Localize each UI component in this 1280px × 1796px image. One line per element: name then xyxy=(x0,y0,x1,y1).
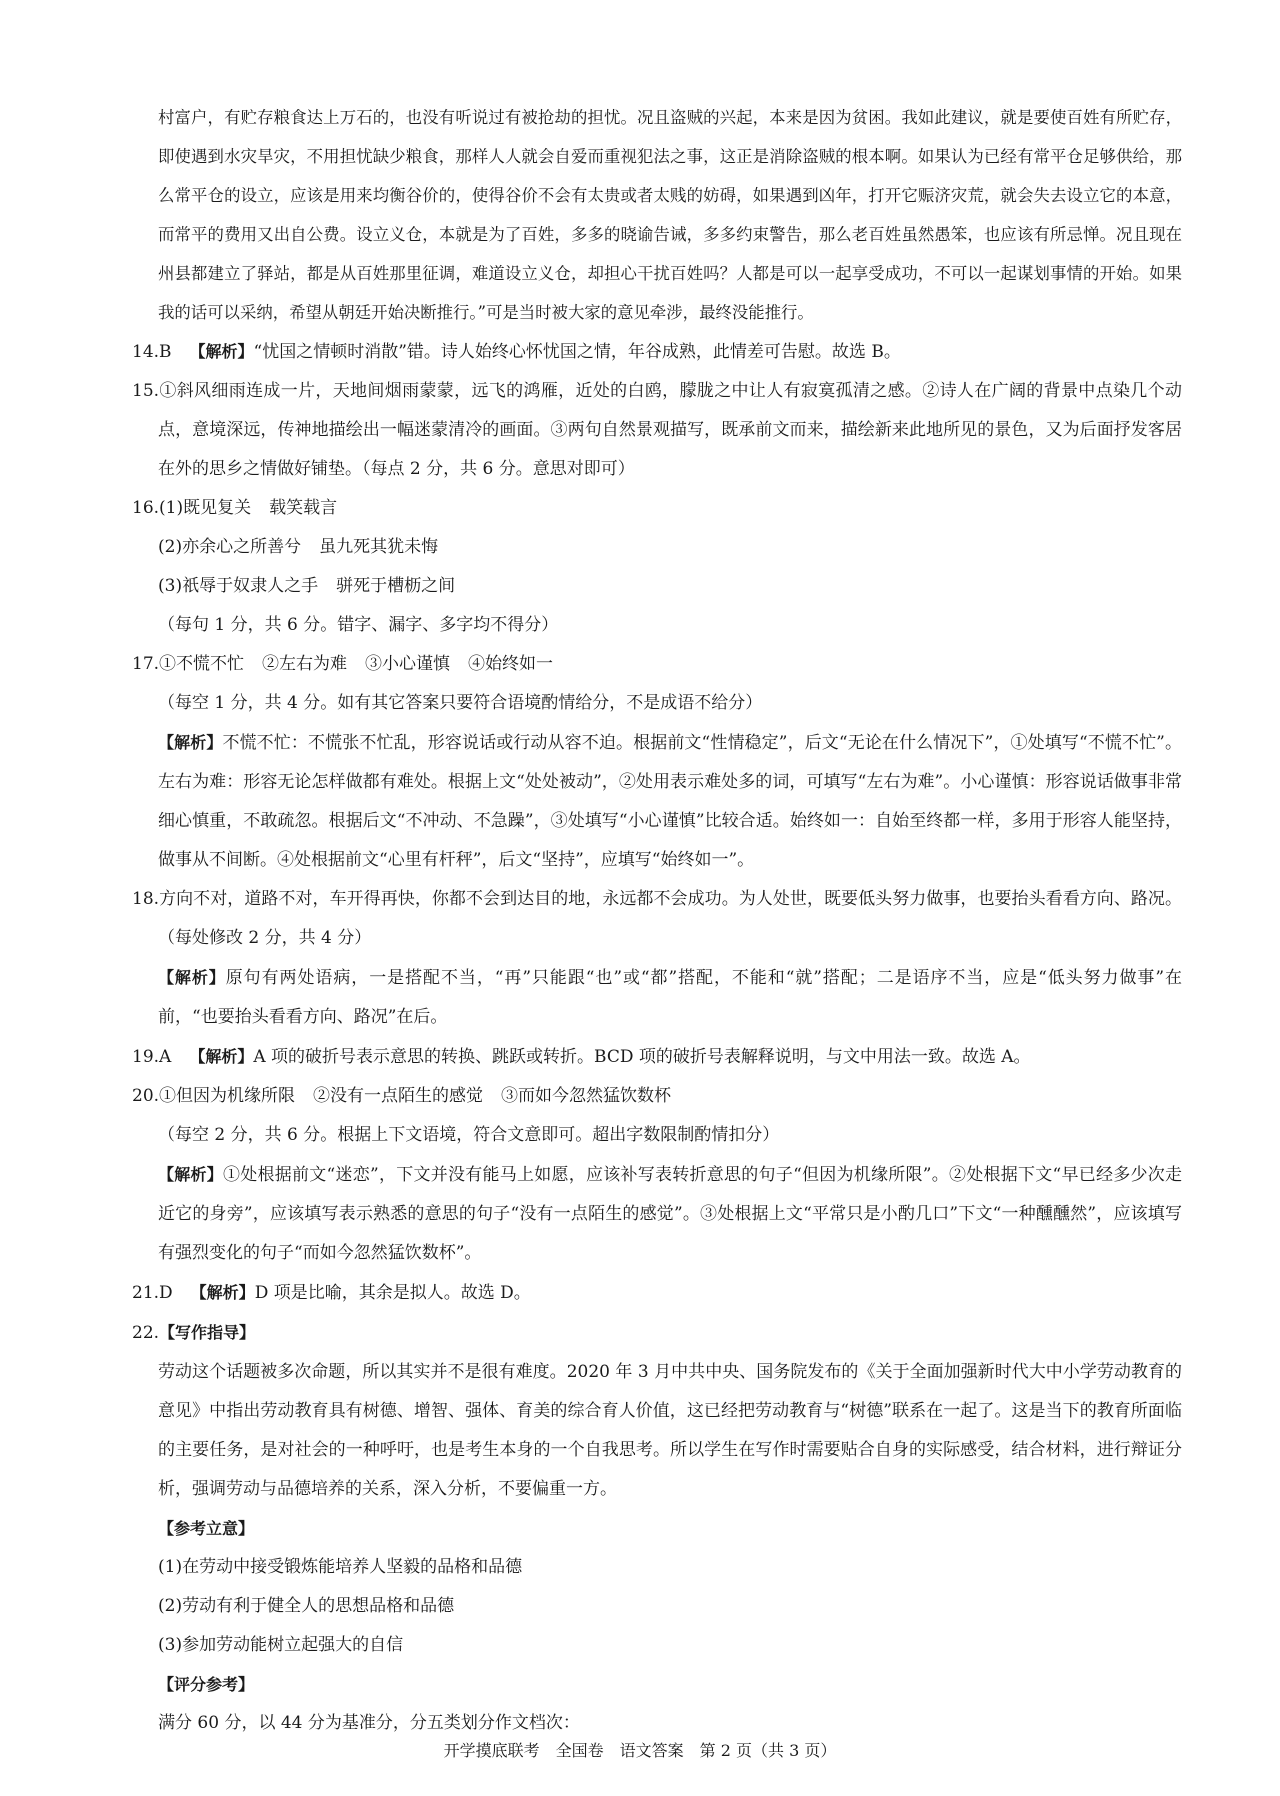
analysis-tag: 【解析】 xyxy=(189,342,254,361)
writing-guide-tag: 【写作指导】 xyxy=(159,1323,256,1342)
answer-16-line xyxy=(132,528,1182,567)
question-number: 21.D xyxy=(132,1283,173,1303)
answer-line-b: 骈死于槽枥之间 xyxy=(336,576,456,596)
analysis-tag: 【解析】 xyxy=(189,1047,254,1066)
answer-blank: ③而如今忽然猛饮数杯 xyxy=(501,1086,672,1106)
reference-idea-item: (2)劳动有利于健全人的思想品格和品德 xyxy=(158,1596,455,1616)
answer-21 xyxy=(132,1273,1182,1313)
answer-17-header xyxy=(132,645,1182,684)
question-number: 17. xyxy=(132,654,160,674)
answer-blank: ①但因为机缘所限 xyxy=(159,1086,296,1106)
answer-22-header xyxy=(132,1313,1182,1353)
translation-paragraph: 村富户，有贮存粮食达上万石的，也没有听说过有被抢劫的担忧。况且盗贼的兴起，本来是因为贫困。我如此建议，就是要使百姓有所贮存，即使遇到水灾旱灾，不用担忧缺少粮食，那样人人就会自爱而重视犯法之事，这正是消除盗贼的根本啊。如果认为已经有常平仓足够供给，那么常平仓的设立，应该是用来均衡谷价的，使得谷价不会有太贵或者太贱的妨碍，如果遇到凶年，打开它赈济灾荒，就会失去设立它的本意，而常平的费用又出自公费。设立义仓，本就是为了百姓，多多的晓谕告诫，多多约束警告，那么老百姓虽然愚笨，也应该有所忌惮。况且现在州县都建立了驿站，都是从百姓那里征调，难道设立义仓，却担心干扰百姓吗？人都是可以一起享受成功，不可以一起谋划事情的开始。如果我的话可以采纳，希望从朝廷开始决断推行。”可是当时被大家的意见牵涉，最终没能推行。 xyxy=(158,108,1182,322)
analysis-text: “忧国之情顿时消散”错。诗人始终心怀忧国之情，年谷成熟，此情差可告慰。故选 B。 xyxy=(253,342,901,362)
answer-line-a: (2)亦余心之所善兮 xyxy=(158,537,302,557)
answer-19 xyxy=(132,1037,1182,1077)
answer-16-line xyxy=(132,567,1182,606)
answer-17-analysis xyxy=(132,723,1182,880)
answer-content xyxy=(132,98,1182,1743)
answer-16-note: （每句 1 分，共 6 分。错字、漏字、多字均不得分） xyxy=(158,615,559,635)
answer-20-note: （每空 2 分，共 6 分。根据上下文语境，符合文意即可。超出字数限制酌情扣分） xyxy=(158,1125,780,1145)
answer-18-analysis xyxy=(132,958,1182,1037)
answer-14 xyxy=(132,332,1182,372)
writing-guide-text: 劳动这个话题被多次命题，所以其实并不是很有难度。2020 年 3 月中共中央、国务院发布的《关于全面加强新时代大中小学劳动教育的意见》中指出劳动教育具有树德、增智、强体、育美的综合育人价值，这已经把劳动教育与“树德”联系在一起了。这是当下的教育所面临的主要任务，是对社会的一种呼吁，也是考生本身的一个自我思考。所以学生在写作时需要贴合自身的实际感受，结合材料，进行辩证分析，强调劳动与品德培养的关系，深入分析，不要偏重一方。 xyxy=(158,1362,1182,1499)
answer-blank: ③小心谨慎 xyxy=(365,654,451,674)
page-footer: 开学摸底联考 全国卷 语文答案 第 2 页（共 3 页） xyxy=(443,1741,837,1760)
answer-15: 15.①斜风细雨连成一片，天地间烟雨蒙蒙，远飞的鸿雁，近处的白鸥，朦胧之中让人有寂寞孤清之感。②诗人在广阔的背景中点染几个动点，意境深远，传神地描绘出一幅迷蒙清冷的画面。③两句自然景观描写，既承前文而来，描绘新来此地所见的景色，又为后面抒发客居在外的思乡之情做好铺垫。（每点 2 分，共 6 分。意思对即可） xyxy=(132,381,1182,479)
answer-line-b: 虽九死其犹未悔 xyxy=(319,537,439,557)
question-number: 16. xyxy=(132,498,160,518)
answer-blank: ②左右为难 xyxy=(262,654,348,674)
analysis-tag: 【解析】 xyxy=(158,1165,224,1184)
reference-idea-item: (3)参加劳动能树立起强大的自信 xyxy=(158,1635,404,1655)
answer-17-note: （每空 1 分，共 4 分。如有其它答案只要符合语境酌情给分，不是成语不给分） xyxy=(158,693,763,713)
analysis-text: ①处根据前文“迷恋”，下文并没有能马上如愿，应该补写表转折意思的句子“但因为机缘所限”。②处根据下文“早已经多少次走近它的身旁”，应该填写表示熟悉的意思的句子“没有一点陌生的感觉”。③处根据上文“平常只是小酌几口”下文“一种醺醺然”，应该填写有强烈变化的句子“而如今忽然猛饮数杯”。 xyxy=(158,1165,1182,1263)
answer-line-b: 载笑载言 xyxy=(269,498,338,518)
question-number: 20. xyxy=(132,1086,160,1106)
scoring-reference-tag: 【评分参考】 xyxy=(158,1675,255,1694)
analysis-text: A 项的破折号表示意思的转换、跳跃或转折。BCD 项的破折号表解释说明，与文中用法一致。故选 A。 xyxy=(253,1047,1031,1067)
answer-blank: ②没有一点陌生的感觉 xyxy=(313,1086,484,1106)
question-number: 19.A xyxy=(132,1047,172,1067)
analysis-tag: 【解析】 xyxy=(158,968,226,987)
analysis-text: 原句有两处语病，一是搭配不当，“再”只能跟“也”或“都”搭配，不能和“就”搭配；二是语序不当，应是“低头努力做事”在前，“也要抬头看看方向、路况”在后。 xyxy=(158,968,1182,1027)
analysis-text: D 项是比喻，其余是拟人。故选 D。 xyxy=(254,1283,531,1303)
reference-idea-item: (1)在劳动中接受锻炼能培养人坚毅的品格和品德 xyxy=(158,1557,523,1577)
analysis-text: 不慌不忙：不慌张不忙乱，形容说话或行动从容不迫。根据前文“性情稳定”，后文“无论在什么情况下”，①处填写“不慌不忙”。左右为难：形容无论怎样做都有难处。根据上文“处处被动”，②处用表示难处多的词，可填写“左右为难”。小心谨慎：形容说话做事非常细心慎重，不敢疏忽。根据后文“不冲动、不急躁”，③处填写“小心谨慎”比较合适。始终如一：自始至终都一样，多用于形容人能坚持，做事从不间断。④处根据前文“心里有杆秤”，后文“坚持”，应填写“始终如一”。 xyxy=(158,733,1182,870)
analysis-tag: 【解析】 xyxy=(190,1283,255,1302)
scoring-reference-text: 满分 60 分，以 44 分为基准分，分五类划分作文档次： xyxy=(158,1713,580,1733)
question-number: 14.B xyxy=(132,342,172,362)
answer-18: 18.方向不对，道路不对，车开得再快，你都不会到达目的地，永远都不会成功。为人处世，既要低头努力做事，也要抬头看看方向、路况。（每处修改 2 分，共 4 分） xyxy=(132,889,1182,948)
answer-20-analysis xyxy=(132,1155,1182,1273)
question-number: 22. xyxy=(132,1323,160,1343)
answer-16-header xyxy=(132,489,1182,528)
answer-line-a: (3)祇辱于奴隶人之手 xyxy=(158,576,319,596)
analysis-tag: 【解析】 xyxy=(158,733,223,752)
answer-blank: ①不慌不忙 xyxy=(159,654,245,674)
answer-20-header xyxy=(132,1077,1182,1116)
answer-blank: ④始终如一 xyxy=(468,654,554,674)
answer-line-a: (1)既见复关 xyxy=(159,498,252,518)
reference-idea-tag: 【参考立意】 xyxy=(158,1519,255,1538)
